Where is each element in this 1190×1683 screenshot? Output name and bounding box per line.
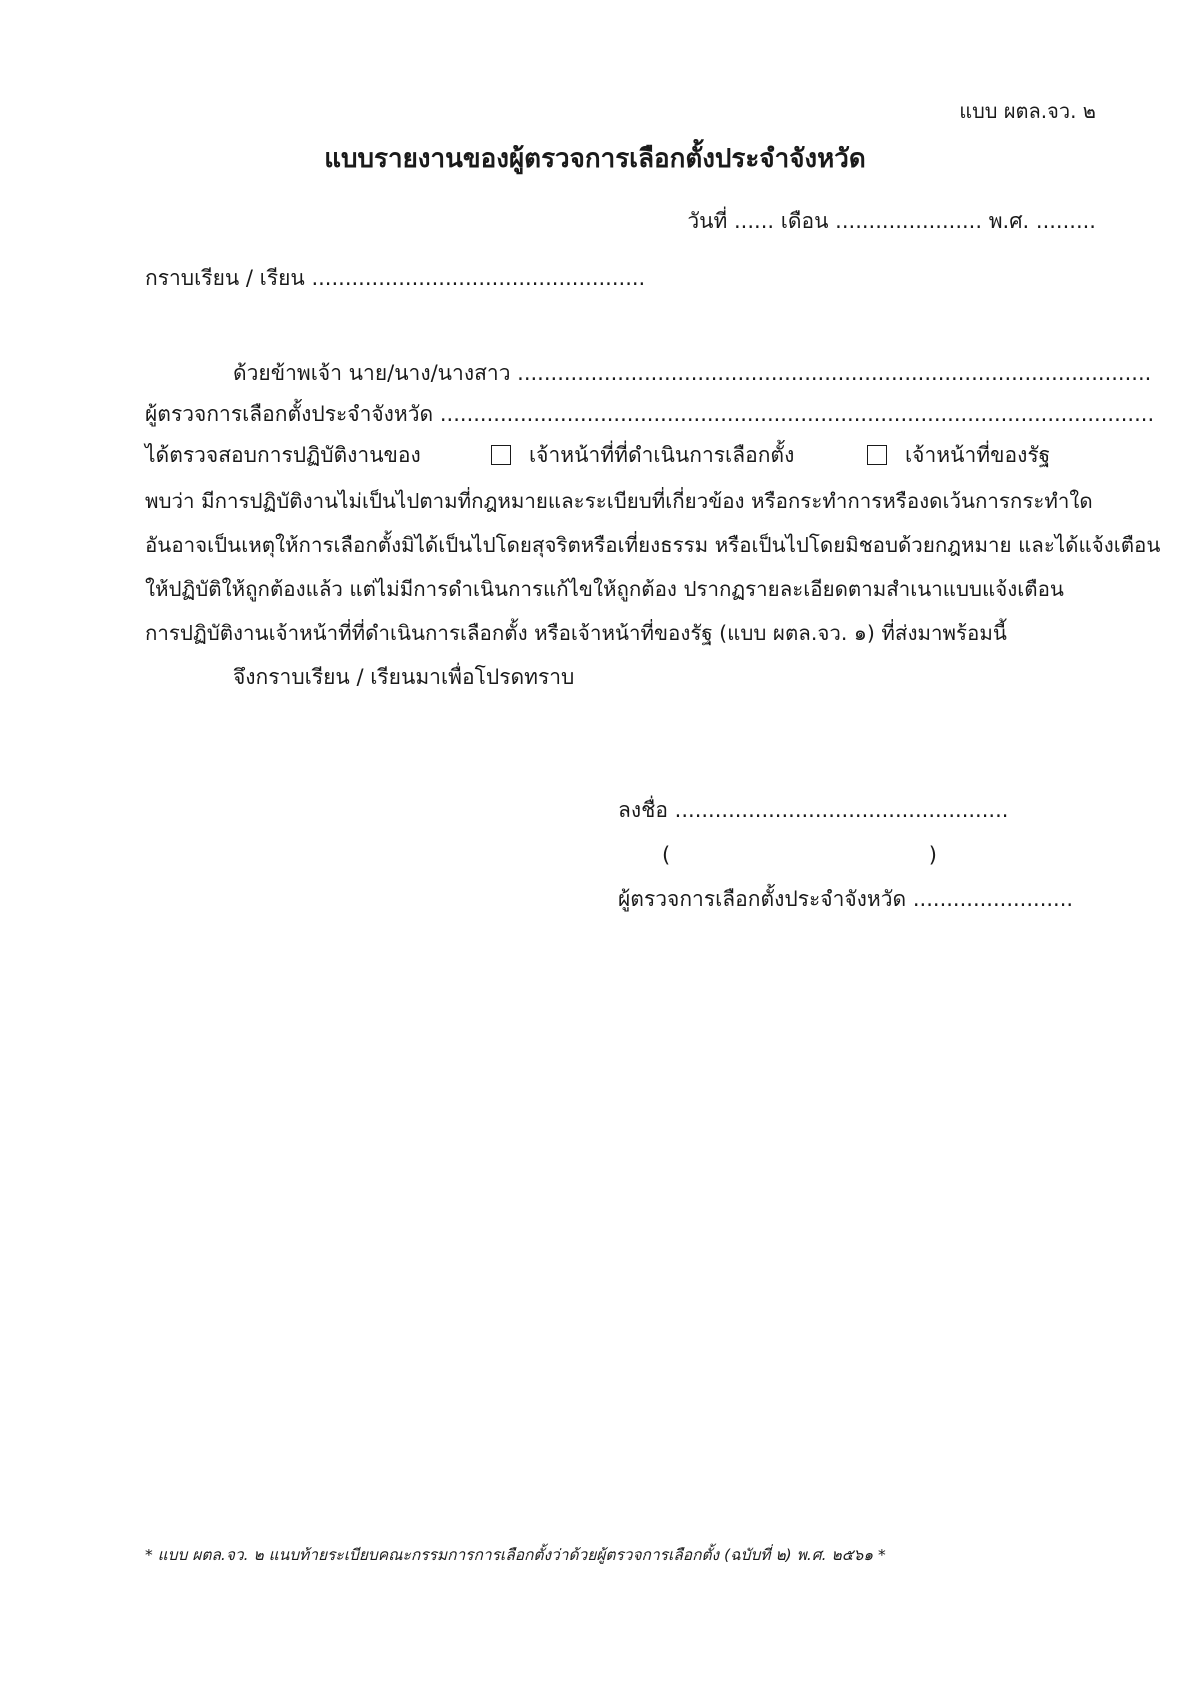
open-parenthesis: ( [662,843,671,867]
footnote: * แบบ ผตล.จว. ๒ แนบท้ายระเบียบคณะกรรมการการเลือกตั้งว่าด้วยผู้ตรวจการเลือกตั้ง (ฉบับที่ ๒) พ.ศ. ๒๕๖๑ * [145,1546,886,1564]
date-line: วันที่ ...... เดือน ...................... พ.ศ. ......... [687,209,1096,233]
body-line: พบว่า มีการปฏิบัติงานไม่เป็นไปตามที่กฎหมายและระเบียบที่เกี่ยวข้อง หรือกระทำการหรืองดเว้นการกระทำใด [145,489,1093,513]
signature-role-line: ผู้ตรวจการเลือกตั้งประจำจังหวัด ........................ [618,887,1074,911]
body-line: ให้ปฏิบัติให้ถูกต้องแล้ว แต่ไม่มีการดำเนินการแก้ไขให้ถูกต้อง ปรากฏรายละเอียดตามสำเนาแบบแจ้งเตือน [145,577,1064,601]
signature-name-parentheses [662,840,937,870]
reporter-name-line: ด้วยข้าพเจ้า นาย/นาง/นางสาว ............................................................................................... [233,361,1152,385]
body-line: อันอาจเป็นเหตุให้การเลือกตั้งมิได้เป็นไปโดยสุจริตหรือเที่ยงธรรม หรือเป็นไปโดยมิชอบด้วยกฎหมาย และได้แจ้งเตือน [145,533,1161,557]
option-state-official[interactable] [867,440,1050,470]
form-code: แบบ ผตล.จว. ๒ [959,99,1096,123]
reporter-province-line: ผู้ตรวจการเลือกตั้งประจำจังหวัด ........................................................................................................... [145,402,1155,426]
checkbox-election-officer[interactable] [491,445,511,465]
close-parenthesis: ) [928,843,937,867]
signature-line: ลงชื่อ .................................................. [618,798,1009,822]
addressee-line: กราบเรียน / เรียน .................................................. [145,266,646,290]
document-title: แบบรายงานของผู้ตรวจการเลือกตั้งประจำจังหวัด [324,144,866,174]
option-state-official-label: เจ้าหน้าที่ของรัฐ [905,443,1051,467]
body-line: การปฏิบัติงานเจ้าหน้าที่ที่ดำเนินการเลือกตั้ง หรือเจ้าหน้าที่ของรัฐ (แบบ ผตล.จว. ๑) ที่ส่งมาพร้อมนี้ [145,621,1007,645]
option-election-officer-label: เจ้าหน้าที่ที่ดำเนินการเลือกตั้ง [529,443,795,467]
closing-line: จึงกราบเรียน / เรียนมาเพื่อโปรดทราบ [233,665,575,689]
option-election-officer[interactable] [491,440,794,470]
checkbox-state-official[interactable] [867,445,887,465]
inspection-label: ได้ตรวจสอบการปฏิบัติงานของ [145,443,421,467]
inspection-row [145,440,1105,470]
